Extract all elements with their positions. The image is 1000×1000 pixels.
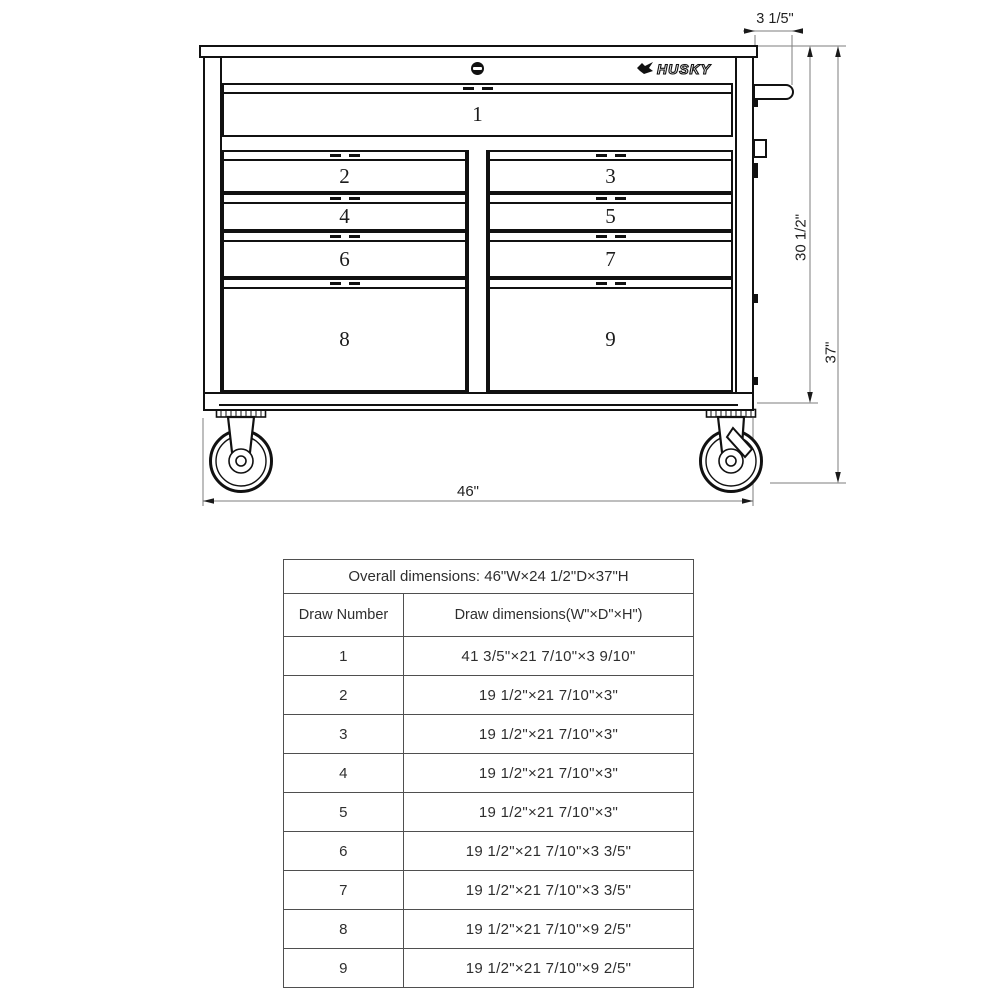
draw-number-cell: 8 <box>284 910 404 949</box>
drawer-5 <box>488 193 733 231</box>
dimension-handle-depth: 3 1/5" <box>756 11 794 27</box>
side-hinge-bump <box>753 163 758 178</box>
drawer-1 <box>222 83 733 137</box>
drawer-number: 8 <box>339 327 350 351</box>
table-row <box>284 832 694 871</box>
dimension-body-height: 30 1/2" <box>792 213 810 262</box>
drawer-pull <box>224 280 465 289</box>
table-header-row <box>284 594 694 637</box>
drawer-pull <box>490 233 731 242</box>
pull-notch <box>463 87 474 90</box>
pull-notch <box>330 154 341 157</box>
table-row <box>284 637 694 676</box>
drawer-8 <box>222 278 467 392</box>
draw-number-cell: 9 <box>284 949 404 988</box>
draw-number-cell: 2 <box>284 676 404 715</box>
lock-keyhole <box>473 67 482 70</box>
pull-notch <box>596 282 607 285</box>
husky-dog-icon <box>637 62 654 75</box>
drawer-7 <box>488 231 733 278</box>
draw-dimensions-cell: 19 1/2"×21 7/10"×3 3/5" <box>404 871 694 910</box>
dimension-overall-height: 37" <box>822 341 840 364</box>
column-header-draw-dimensions: Draw dimensions(W"×D"×H") <box>404 594 694 637</box>
draw-dimensions-cell: 41 3/5"×21 7/10"×3 9/10" <box>404 637 694 676</box>
overall-dimensions-title: Overall dimensions: 46"W×24 1/2"D×37"H <box>284 560 694 594</box>
draw-number-cell: 6 <box>284 832 404 871</box>
draw-number-cell: 4 <box>284 754 404 793</box>
pull-notch <box>330 282 341 285</box>
drawer-number: 2 <box>339 163 350 188</box>
pull-notch <box>349 282 360 285</box>
drawer-column-left <box>222 150 467 393</box>
drawer-pull <box>490 280 731 289</box>
table-row <box>284 715 694 754</box>
table-row <box>284 754 694 793</box>
column-header-draw-number: Draw Number <box>284 594 404 637</box>
caster-front-right <box>701 410 762 492</box>
side-hinge-bump <box>753 377 758 385</box>
table-title-row <box>284 560 694 594</box>
side-bracket <box>753 139 767 158</box>
drawer-pull <box>490 195 731 204</box>
lock-icon <box>471 62 484 75</box>
drawer-number: 7 <box>605 246 616 271</box>
side-handle <box>753 84 794 100</box>
side-hinge-bump <box>753 294 758 303</box>
drawer-9 <box>488 278 733 392</box>
pull-notch <box>596 154 607 157</box>
caster-front-left <box>211 410 272 492</box>
drawer-pull <box>224 195 465 204</box>
pull-notch <box>349 154 360 157</box>
pull-notch <box>349 197 360 200</box>
drawer-pull <box>224 233 465 242</box>
caster-brake-lever <box>727 428 752 457</box>
draw-dimensions-cell: 19 1/2"×21 7/10"×3" <box>404 793 694 832</box>
drawer-6 <box>222 231 467 278</box>
drawer-4 <box>222 193 467 231</box>
cabinet-base <box>205 392 752 409</box>
table-row <box>284 910 694 949</box>
side-hinge-bump <box>753 100 758 107</box>
drawer-3 <box>488 150 733 193</box>
pull-notch <box>596 235 607 238</box>
drawer-2 <box>222 150 467 193</box>
center-divider <box>467 150 488 393</box>
pull-notch <box>615 235 626 238</box>
draw-number-cell: 5 <box>284 793 404 832</box>
draw-dimensions-cell: 19 1/2"×21 7/10"×9 2/5" <box>404 949 694 988</box>
drawer-column-right <box>488 150 733 393</box>
table-row <box>284 793 694 832</box>
pull-notch <box>330 197 341 200</box>
table-row <box>284 871 694 910</box>
drawer-number: 4 <box>339 204 350 228</box>
table-row <box>284 949 694 988</box>
pull-notch <box>596 197 607 200</box>
drawer-pull <box>490 152 731 161</box>
draw-dimensions-cell: 19 1/2"×21 7/10"×9 2/5" <box>404 910 694 949</box>
drawer-number: 9 <box>605 327 616 351</box>
drawer-number: 1 <box>472 102 483 126</box>
pull-notch <box>615 154 626 157</box>
draw-number-cell: 7 <box>284 871 404 910</box>
table-row <box>284 676 694 715</box>
brand-name: HUSKY <box>657 60 712 77</box>
base-trim-line <box>219 404 738 406</box>
draw-dimensions-cell: 19 1/2"×21 7/10"×3" <box>404 715 694 754</box>
draw-dimensions-cell: 19 1/2"×21 7/10"×3" <box>404 676 694 715</box>
draw-dimensions-cell: 19 1/2"×21 7/10"×3 3/5" <box>404 832 694 871</box>
dimension-width: 46" <box>456 483 479 500</box>
pull-notch <box>615 282 626 285</box>
brand-logo <box>637 60 739 77</box>
drawer-pull <box>224 85 731 94</box>
pull-notch <box>330 235 341 238</box>
pull-notch <box>615 197 626 200</box>
draw-number-cell: 1 <box>284 637 404 676</box>
draw-number-cell: 3 <box>284 715 404 754</box>
drawer-number: 3 <box>605 163 616 188</box>
pull-notch <box>349 235 360 238</box>
draw-dimensions-cell: 19 1/2"×21 7/10"×3" <box>404 754 694 793</box>
dimension-table <box>283 559 694 988</box>
drawer-number: 5 <box>605 204 616 228</box>
drawer-number: 6 <box>339 246 350 271</box>
pull-notch <box>482 87 493 90</box>
cabinet-body <box>203 56 754 411</box>
drawer-pull <box>224 152 465 161</box>
